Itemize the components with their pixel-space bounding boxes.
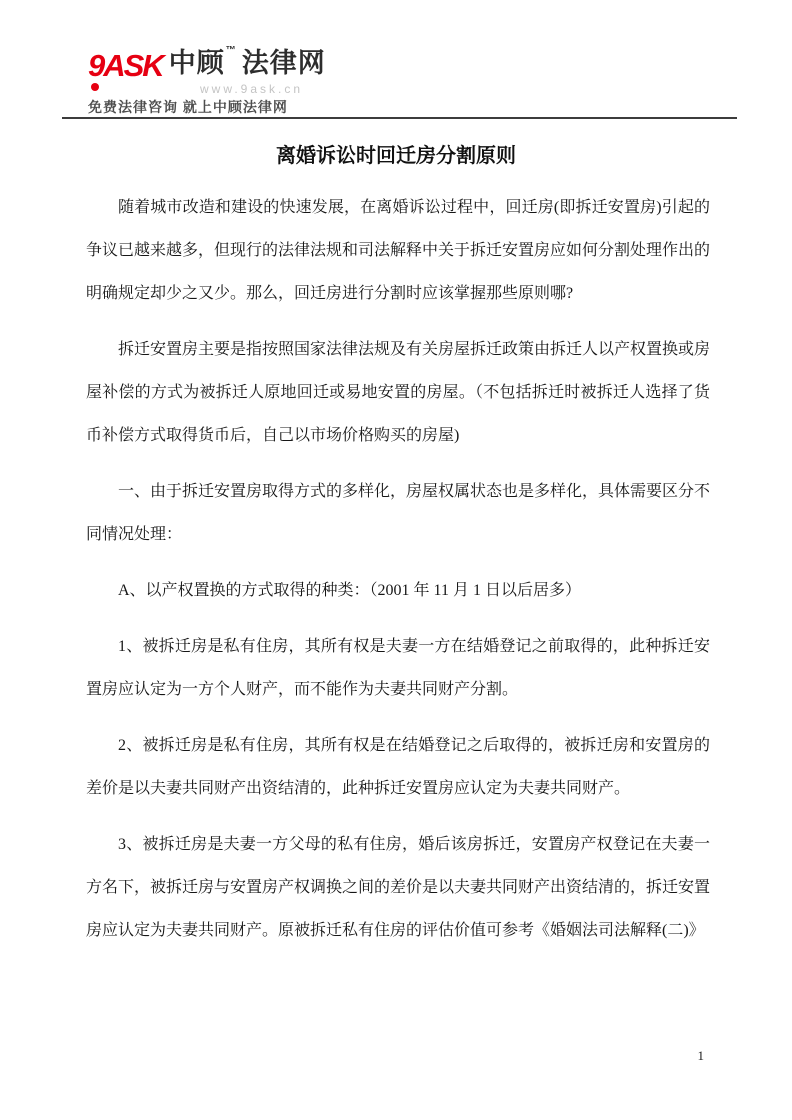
site-logo xyxy=(88,45,326,115)
question-mark-dot-icon xyxy=(91,83,99,91)
body-paragraph: A、以产权置换的方式取得的种类：（2001 年 11 月 1 日以后居多） xyxy=(118,582,581,599)
body-paragraph: 3、被拆迁房是夫妻一方父母的私有住房，婚后该房拆迁，安置房产权登记在夫妻一方名下，被拆迁房与安置房产权调换之间的差价是以夫妻共同财产出资结清的，拆迁安置房应认定为夫妻共同财产。原被拆迁私有住房的评估价值可参考《婚姻法司法解释(二)》 xyxy=(86,836,711,939)
body-paragraph: 1、被拆迁房是私有住房，其所有权是夫妻一方在结婚登记之前取得的，此种拆迁安置房应认定为一方个人财产，而不能作为夫妻共同财产分割。 xyxy=(86,638,710,698)
logo-zhonggu-text: 中顾 xyxy=(168,48,225,78)
logo-9ask-text: 9ASK xyxy=(88,48,163,83)
page-title: 离婚诉讼时回迁房分割原则 xyxy=(276,145,516,167)
logo-tagline: 免费法律咨询 就上中顾法律网 xyxy=(88,99,288,115)
document-body xyxy=(86,186,710,965)
page-number: 1 xyxy=(697,1048,704,1063)
logo-wordmark xyxy=(88,45,326,83)
logo-falvwang-text: 法律网 xyxy=(241,48,326,78)
header-divider xyxy=(62,117,737,119)
body-paragraph: 2、被拆迁房是私有住房，其所有权是在结婚登记之后取得的，被拆迁房和安置房的差价是以夫妻共同财产出资结清的，此种拆迁安置房应认定为夫妻共同财产。 xyxy=(86,737,710,797)
body-paragraph: 一、由于拆迁安置房取得方式的多样化，房屋权属状态也是多样化，具体需要区分不同情况处理： xyxy=(86,483,711,543)
body-paragraph: 随着城市改造和建设的快速发展，在离婚诉讼过程中，回迁房(即拆迁安置房)引起的争议已越来越多，但现行的法律法规和司法解释中关于拆迁安置房应如何分割处理作出的明确规定却少之又少。那么，回迁房进行分割时应该掌握那些原则哪? xyxy=(86,199,711,302)
trademark-icon: ™ xyxy=(225,45,236,56)
body-paragraph: 拆迁安置房主要是指按照国家法律法规及有关房屋拆迁政策由拆迁人以产权置换或房屋补偿的方式为被拆迁人原地回迁或易地安置的房屋。（不包括拆迁时被拆迁人选择了货币补偿方式取得货币后，自己以市场价格购买的房屋) xyxy=(86,341,711,444)
logo-website-url: www.9ask.cn xyxy=(200,82,304,96)
